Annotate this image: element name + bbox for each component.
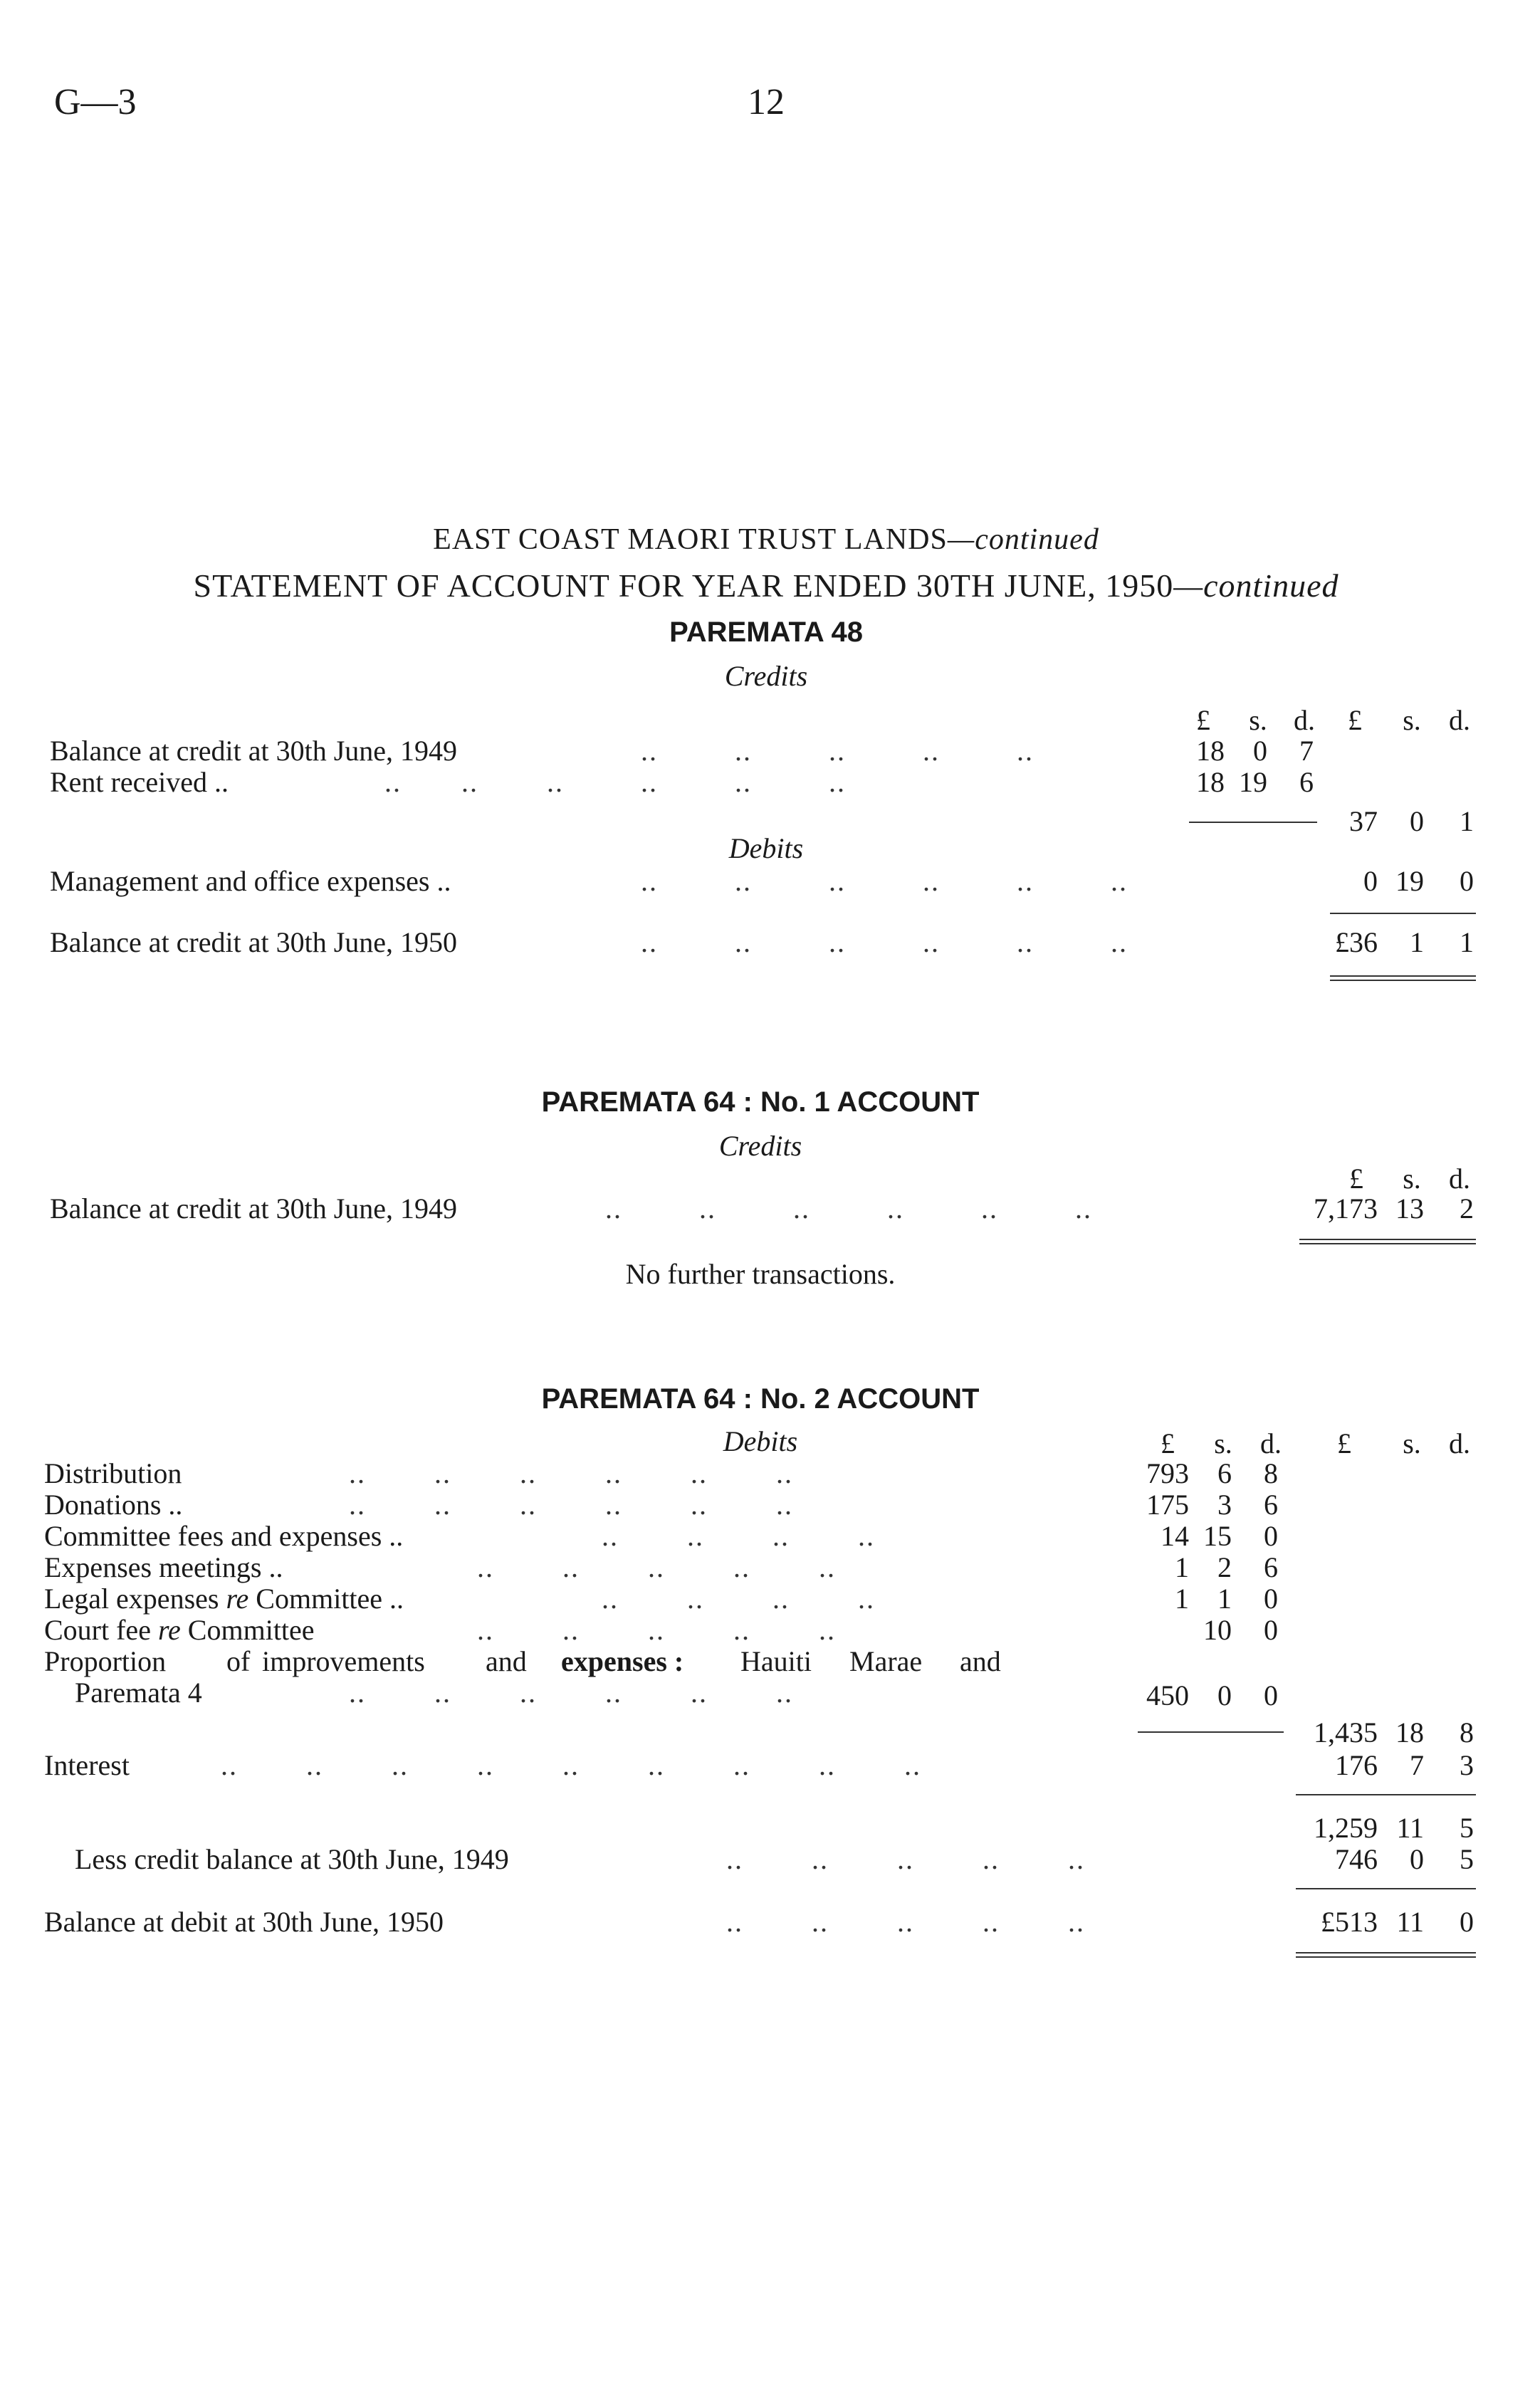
row-label-text: Committee — [180, 1614, 315, 1646]
amount-pence: 7 — [1299, 735, 1314, 767]
amount-shillings: 0 — [1253, 735, 1267, 767]
pence-header: d. — [1294, 704, 1315, 736]
amount-pence: 0 — [1264, 1520, 1278, 1552]
balance-pence: 1 — [1460, 926, 1474, 958]
leader-dots: .. .. .. .. .. .. — [605, 1192, 1092, 1224]
row-label: Paremata 4 — [75, 1677, 202, 1709]
section-heading-paremata-64-no-2: PAREMATA 64 : No. 2 ACCOUNT — [541, 1383, 980, 1415]
row-label: and — [960, 1645, 1001, 1677]
report-title — [433, 525, 1099, 555]
total-pounds: 37 — [1349, 805, 1378, 837]
credits-label: Credits — [718, 1130, 802, 1162]
leader-dots: .. .. .. .. .. .. .. .. .. — [221, 1749, 921, 1781]
amount-shillings: 1 — [1217, 1583, 1232, 1615]
amount-pounds: 450 — [1146, 1679, 1189, 1711]
pound-header: £ — [1337, 1427, 1351, 1459]
debits-label: Debits — [728, 832, 804, 864]
amount-pence: 2 — [1460, 1192, 1474, 1224]
subtotal-shillings: 18 — [1395, 1716, 1424, 1748]
amount-pounds: 746 — [1335, 1843, 1378, 1875]
pound-header: £ — [1161, 1427, 1175, 1459]
row-label: Expenses meetings .. — [44, 1551, 283, 1583]
row-label: Balance at credit at 30th June, 1949 — [50, 1192, 458, 1224]
row-label: Rent received .. — [50, 766, 229, 798]
leader-dots: .. .. .. .. .. — [641, 735, 1034, 767]
balance-pence: 0 — [1460, 1906, 1474, 1938]
leader-dots: .. .. .. .. .. .. — [349, 1677, 793, 1709]
amount-pence: 0 — [1264, 1583, 1278, 1615]
row-label: Balance at credit at 30th June, 1949 — [50, 735, 458, 767]
row-label-re: re — [226, 1583, 249, 1615]
total-rule — [1330, 913, 1476, 914]
subtotal-pounds: 1,435 — [1314, 1716, 1378, 1748]
leader-dots: .. .. .. .. .. — [477, 1614, 836, 1646]
row-label: of — [226, 1645, 251, 1677]
statement-title — [193, 567, 1339, 604]
amount-shillings: 19 — [1239, 766, 1267, 798]
row-label: improvements — [262, 1645, 425, 1677]
amount-pence: 0 — [1264, 1614, 1278, 1646]
amount-pounds: 18 — [1196, 766, 1225, 798]
total-shillings: 0 — [1410, 805, 1424, 837]
report-title-main: EAST COAST MAORI TRUST LANDS — [433, 523, 948, 556]
row-label — [44, 1585, 404, 1613]
statement-title-continued: —continued — [1173, 567, 1339, 604]
row-label — [44, 1616, 315, 1645]
amount-shillings: 0 — [1410, 1843, 1424, 1875]
row-label: Balance at debit at 30th June, 1950 — [44, 1906, 444, 1938]
row-label: Proportion — [44, 1645, 167, 1677]
row-label: Hauiti — [740, 1645, 812, 1677]
total-shillings: 11 — [1396, 1812, 1424, 1844]
shilling-header: s. — [1403, 1163, 1421, 1195]
row-label: Donations .. — [44, 1489, 183, 1521]
section-heading-paremata-64-no-1: PAREMATA 64 : No. 1 ACCOUNT — [541, 1086, 980, 1118]
amount-pounds: 1 — [1175, 1551, 1189, 1583]
shilling-header: s. — [1214, 1427, 1232, 1459]
statement-title-main: STATEMENT OF ACCOUNT FOR YEAR ENDED 30TH JUNE, 1950 — [193, 567, 1174, 604]
pence-header: d. — [1449, 1163, 1470, 1195]
amount-shillings: 0 — [1217, 1679, 1232, 1711]
row-label: Interest — [44, 1749, 130, 1781]
leader-dots: .. .. .. .. .. — [726, 1843, 1085, 1875]
balance-pounds: £36 — [1335, 926, 1378, 958]
total-pounds: 1,259 — [1314, 1812, 1378, 1844]
amount-pence: 6 — [1264, 1551, 1278, 1583]
total-rule — [1296, 1794, 1476, 1795]
document-reference: G—3 — [54, 82, 137, 122]
leader-dots: .. .. .. .. .. — [726, 1906, 1085, 1938]
amount-shillings: 13 — [1395, 1192, 1424, 1224]
double-rule — [1296, 1952, 1476, 1958]
row-label: Management and office expenses .. — [50, 865, 451, 897]
pence-header: d. — [1449, 704, 1470, 736]
leader-dots: .. .. .. .. .. .. — [349, 1489, 793, 1521]
amount-shillings: 6 — [1217, 1457, 1232, 1489]
row-label-text: Court fee — [44, 1614, 158, 1646]
row-label-text: Committee .. — [248, 1583, 404, 1615]
total-rule — [1296, 1888, 1476, 1889]
row-label: expenses : — [561, 1645, 684, 1677]
total-pence: 5 — [1460, 1812, 1474, 1844]
amount-pounds: 1 — [1175, 1583, 1189, 1615]
row-label-text: Legal expenses — [44, 1583, 226, 1615]
amount-pence: 6 — [1264, 1489, 1278, 1521]
amount-pounds: 793 — [1146, 1457, 1189, 1489]
amount-pounds: 175 — [1146, 1489, 1189, 1521]
row-label: Distribution — [44, 1457, 182, 1489]
amount-pence: 0 — [1460, 865, 1474, 897]
credits-label: Credits — [724, 660, 808, 692]
row-label: Less credit balance at 30th June, 1949 — [75, 1843, 509, 1875]
amount-pounds: 18 — [1196, 735, 1225, 767]
amount-pounds: 14 — [1161, 1520, 1189, 1552]
leader-dots: .. .. .. .. .. .. — [384, 766, 846, 798]
pound-header: £ — [1349, 1163, 1363, 1195]
shilling-header: s. — [1403, 704, 1421, 736]
amount-pence: 5 — [1460, 1843, 1474, 1875]
shilling-header: s. — [1403, 1427, 1421, 1459]
balance-pounds: £513 — [1321, 1906, 1378, 1938]
leader-dots: .. .. .. .. — [602, 1520, 875, 1552]
pound-header: £ — [1348, 704, 1362, 736]
amount-pence: 3 — [1460, 1749, 1474, 1781]
leader-dots: .. .. .. .. .. — [477, 1551, 836, 1583]
amount-shillings: 2 — [1217, 1551, 1232, 1583]
pound-header: £ — [1196, 704, 1210, 736]
row-label: and — [486, 1645, 527, 1677]
debits-label: Debits — [723, 1425, 798, 1457]
row-label: Committee fees and expenses .. — [44, 1520, 404, 1552]
amount-pence: 0 — [1264, 1679, 1278, 1711]
leader-dots: .. .. .. .. .. .. — [641, 865, 1128, 897]
amount-pence: 6 — [1299, 766, 1314, 798]
subtotal-rule — [1189, 822, 1317, 823]
amount-pounds: 7,173 — [1314, 1192, 1378, 1224]
total-pence: 1 — [1460, 805, 1474, 837]
amount-shillings: 19 — [1395, 865, 1424, 897]
double-rule — [1299, 1239, 1476, 1244]
pence-header: d. — [1260, 1427, 1282, 1459]
row-label: Balance at credit at 30th June, 1950 — [50, 926, 458, 958]
amount-shillings: 3 — [1217, 1489, 1232, 1521]
leader-dots: .. .. .. .. .. .. — [641, 926, 1128, 958]
page-number: 12 — [748, 82, 785, 122]
row-label-re: re — [157, 1614, 181, 1646]
subtotal-rule — [1138, 1731, 1284, 1733]
double-rule — [1330, 975, 1476, 981]
balance-shillings: 1 — [1410, 926, 1424, 958]
section-heading-paremata-48: PAREMATA 48 — [669, 617, 863, 648]
pence-header: d. — [1449, 1427, 1470, 1459]
amount-pounds: 176 — [1335, 1749, 1378, 1781]
balance-shillings: 11 — [1396, 1906, 1424, 1938]
amount-pounds: 0 — [1363, 865, 1378, 897]
amount-shillings: 7 — [1410, 1749, 1424, 1781]
row-label: Marae — [849, 1645, 923, 1677]
subtotal-pence: 8 — [1460, 1716, 1474, 1748]
amount-pence: 8 — [1264, 1457, 1278, 1489]
no-transactions-note: No further transactions. — [625, 1258, 896, 1290]
report-title-continued: —continued — [947, 523, 1099, 556]
amount-shillings: 15 — [1203, 1520, 1232, 1552]
leader-dots: .. .. .. .. .. .. — [349, 1457, 793, 1489]
leader-dots: .. .. .. .. — [602, 1583, 875, 1615]
shilling-header: s. — [1249, 704, 1267, 736]
amount-shillings: 10 — [1203, 1614, 1232, 1646]
